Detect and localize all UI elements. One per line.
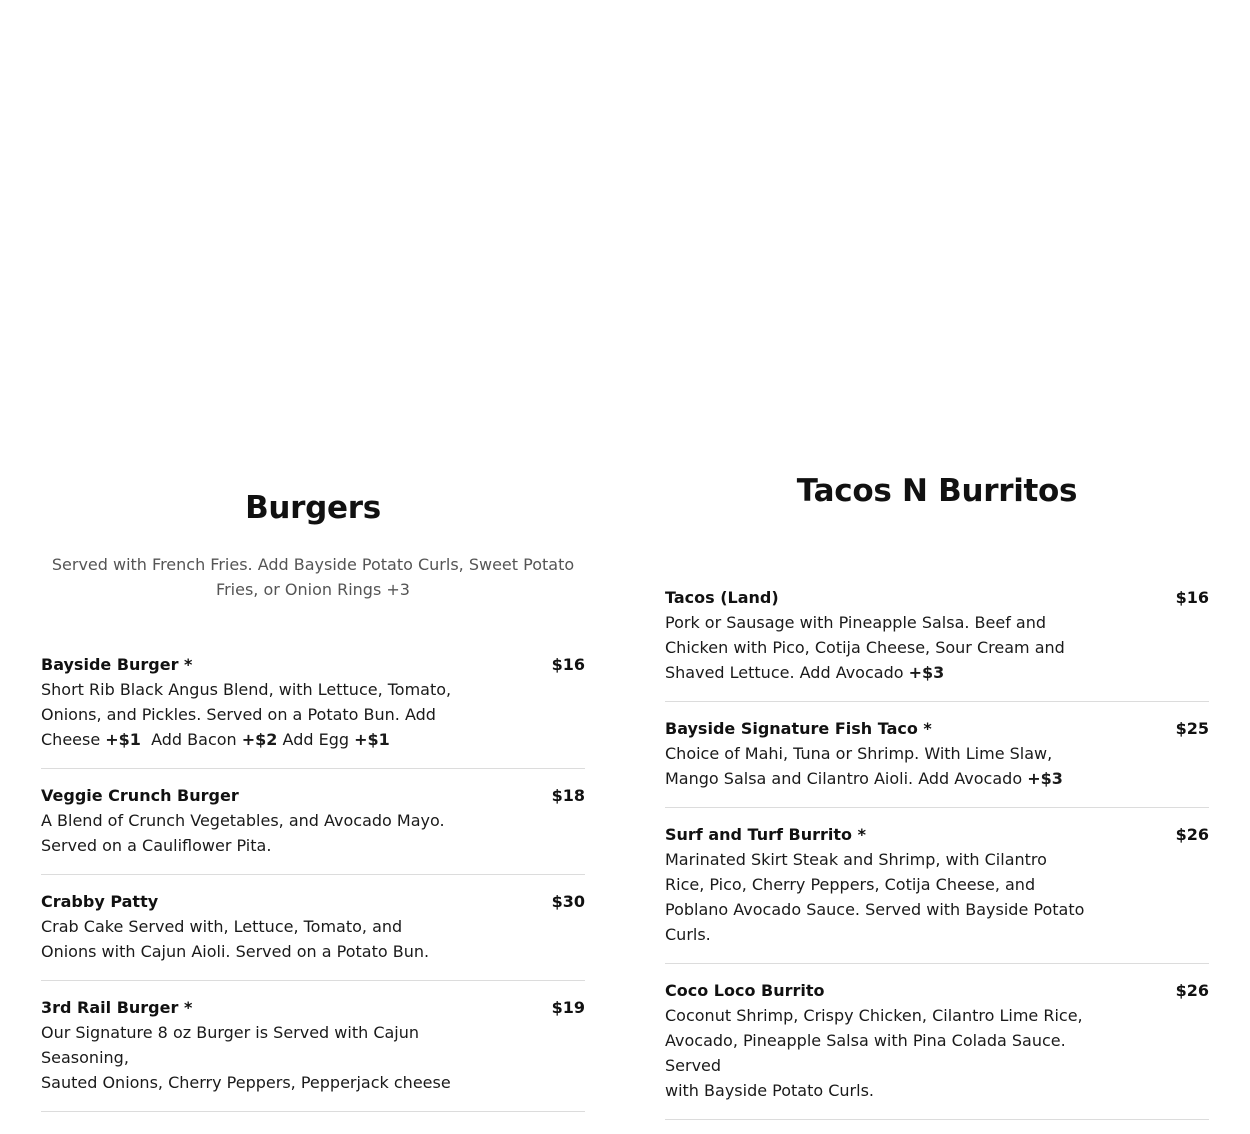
addon-price: +$3 [908, 663, 945, 682]
menu-item-bayside-burger [41, 652, 585, 769]
addon-price: +$3 [1027, 769, 1063, 788]
item-name: Coco Loco Burrito [665, 981, 825, 1000]
item-price: $26 [1175, 825, 1209, 844]
item-description [665, 1003, 1085, 1103]
menu-item-tacos-land [665, 585, 1209, 702]
description-text: Pork or Sausage with Pineapple Salsa. Beef and Chicken with Pico, Cotija Cheese, Sour Cream and Shaved Lettuce. Add Avocado [665, 613, 1065, 682]
item-price: $30 [551, 892, 585, 911]
item-description: Crab Cake Served with, Lettuce, Tomato, and Onions with Cajun Aioli. Served on a Potato Bun. [41, 917, 430, 961]
menu-item-crabby-patty [41, 889, 585, 981]
menu-item-veggie-crunch-burger [41, 783, 585, 875]
item-price: $16 [551, 655, 585, 674]
item-description: Marinated Skirt Steak and Shrimp, with Cilantro Rice, Pico, Cherry Peppers, Cotija Cheese, and Poblano Avocado Sauce. Served with Bayside Potato Curls. [665, 850, 1085, 944]
item-price: $26 [1175, 981, 1209, 1000]
description-text: Add Egg [277, 730, 355, 749]
menu-item-3rd-rail-burger [41, 995, 585, 1112]
item-name: Surf and Turf Burrito * [665, 825, 866, 844]
burgers-item-list [41, 652, 585, 1126]
section-title-tacos: Tacos N Burritos [796, 473, 1078, 509]
item-name: Veggie Crunch Burger [41, 786, 239, 805]
item-price: $19 [551, 998, 585, 1017]
item-name: 3rd Rail Burger * [41, 998, 193, 1017]
description-line: Coconut Shrimp, Crispy Chicken, Cilantro Lime Rice, Avocado, Pineapple Salsa with Pina Colada Sauce. Served [665, 1006, 1083, 1075]
description-line: Sauted Onions, Cherry Peppers, Pepperjack cheese [41, 1073, 451, 1092]
description-text: Short Rib Black Angus Blend, with Lettuce, Tomato, Onions, and Pickles. Served on a Potato Bun. Add Cheese [41, 680, 452, 749]
item-description [41, 1020, 461, 1095]
item-description [665, 741, 1085, 791]
section-note-burgers: Served with French Fries. Add Bayside Potato Curls, Sweet Potato Fries, or Onion Rings +3 [51, 555, 575, 599]
description-text: Add Bacon [140, 730, 242, 749]
menu-item-fish-taco [665, 716, 1209, 808]
item-price: $18 [551, 786, 585, 805]
addon-price: +$1 [354, 730, 390, 749]
menu-item-surf-turf-burrito [665, 822, 1209, 964]
description-line: with Bayside Potato Curls. [665, 1081, 874, 1100]
item-price: $25 [1175, 719, 1209, 738]
addon-price: +$1 [105, 730, 141, 749]
item-price: $16 [1175, 588, 1209, 607]
menu-item-coco-loco-burrito [665, 978, 1209, 1120]
item-name: Bayside Burger * [41, 655, 193, 674]
item-description: A Blend of Crunch Vegetables, and Avocado Mayo. Served on a Cauliflower Pita. [41, 811, 445, 855]
item-description [41, 677, 461, 752]
section-title-burgers: Burgers [245, 490, 381, 526]
item-name: Bayside Signature Fish Taco * [665, 719, 932, 738]
addon-price: +$2 [241, 730, 278, 749]
description-line: Our Signature 8 oz Burger is Served with Cajun Seasoning, [41, 1023, 420, 1067]
item-name: Tacos (Land) [665, 588, 779, 607]
description-text: Choice of Mahi, Tuna or Shrimp. With Lime Slaw, Mango Salsa and Cilantro Aioli. Add Avocado [665, 744, 1053, 788]
item-description [665, 610, 1085, 685]
item-name: Crabby Patty [41, 892, 159, 911]
tacos-item-list [665, 585, 1209, 1134]
